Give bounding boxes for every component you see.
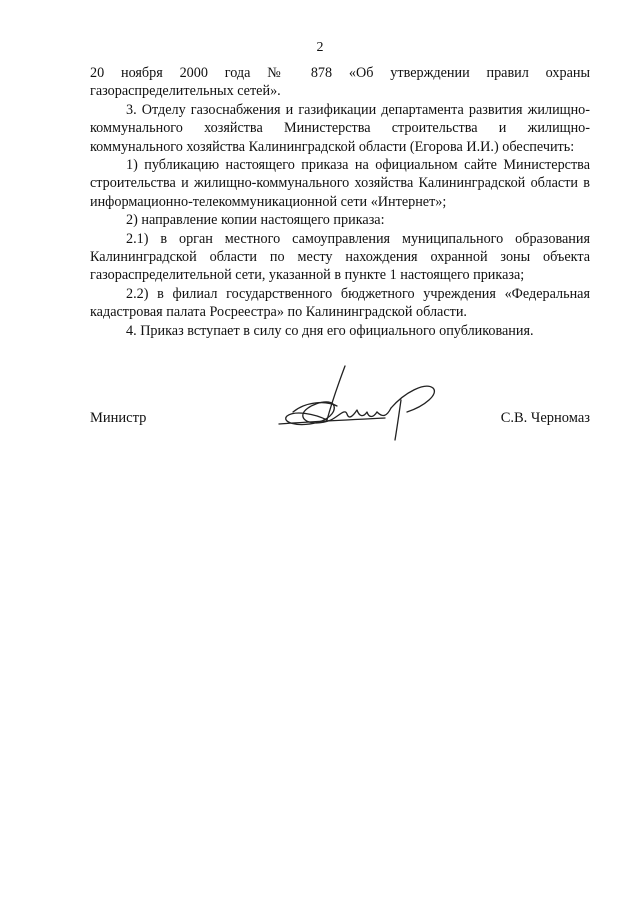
- paragraph-item-4: 4. Приказ вступает в силу со дня его официального опубликования.: [126, 322, 534, 339]
- paragraph-subitem-1: 1) публикацию настоящего приказа на официальном сайте Министерства строительства и жилищно-коммунального хозяйства Калининградской области в информационно-телекоммуникационной сети «Интернет»;: [90, 157, 590, 210]
- paragraph-subitem-2-1: 2.1) в орган местного самоуправления муниципального образования Калининградской области по месту нахождения охранной зоны объекта газораспределительной сети, указанной в пункте 1 настоящего приказа;: [90, 230, 590, 284]
- paragraph-continuation: 20 ноября 2000 года № 878 «Об утверждении правил охраны газораспределительных сетей».: [90, 65, 590, 100]
- signatory-name: С.В. Черномаз: [500, 410, 590, 426]
- paragraph-subitem-2: 2) направление копии настоящего приказа:: [126, 212, 385, 229]
- paragraph-item-3: 3. Отделу газоснабжения и газификации департамента развития жилищно-коммунального хозяйства Министерства строительства и жилищно-коммунального хозяйства Калининградской области (Егорова И.И.) обеспечить:: [90, 101, 590, 155]
- paragraph-subitem-2-2: 2.2) в филиал государственного бюджетного учреждения «Федеральная кадастровая палата Росреестра» по Калининградской области.: [90, 285, 590, 321]
- handwritten-signature: [275, 362, 445, 442]
- document-body: [90, 64, 590, 340]
- page-number: 2: [316, 40, 324, 55]
- signatory-title: Министр: [90, 410, 147, 426]
